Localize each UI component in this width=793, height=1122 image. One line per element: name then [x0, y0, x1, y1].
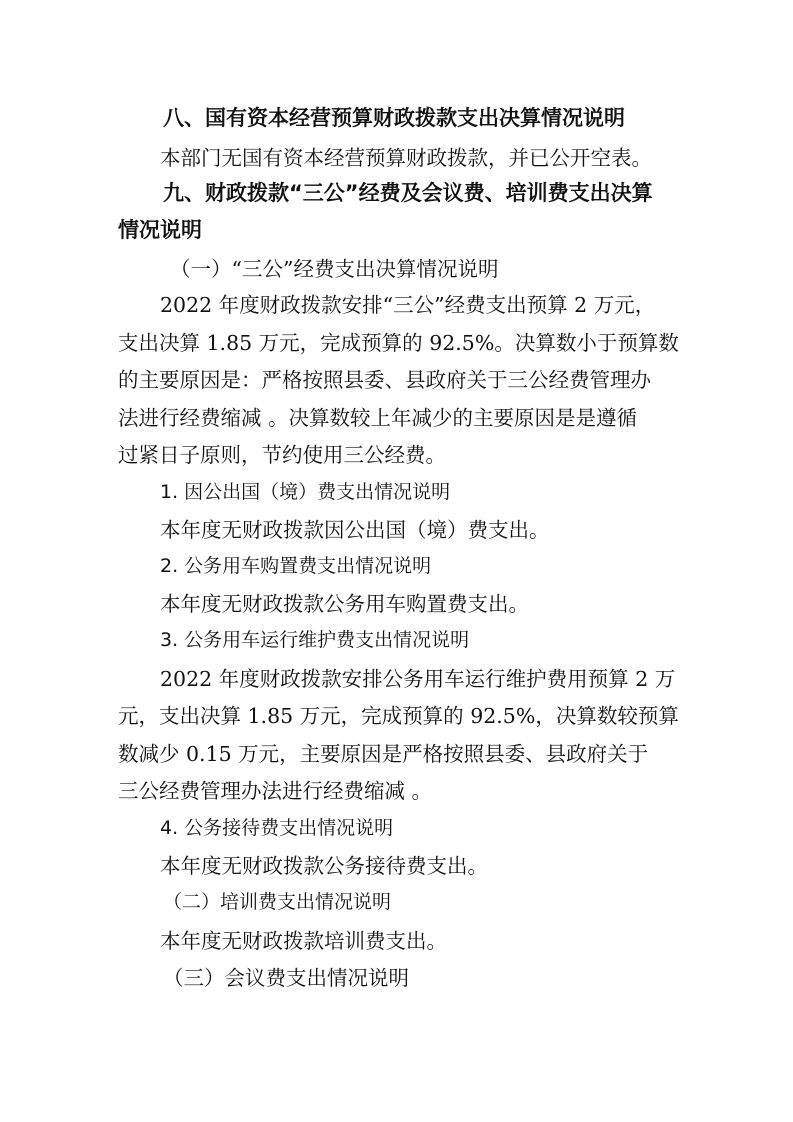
subsection-3-heading: （三）会议费支出情况说明 [163, 966, 409, 990]
paragraph-line: 2022 年度财政拨款安排公务用车运行维护费用预算 2 万 [160, 667, 676, 691]
section-9-heading: 九、财政拨款“三公”经费及会议费、培训费支出决算 [163, 181, 653, 205]
paragraph-line: 数减少 0.15 万元，主要原因是严格按照县委、县政府关于 [118, 742, 649, 766]
paragraph-line: 支出决算 1.85 万元，完成预算的 92.5%。决算数小于预算数 [118, 331, 679, 355]
paragraph-line: 本年度无财政拨款因公出国（境）费支出。 [160, 518, 550, 542]
paragraph-line: 过紧日子原则，节约使用三公经费。 [118, 443, 446, 467]
paragraph-line: 2022 年度财政拨款安排“三公”经费支出预算 2 万元， [160, 293, 656, 317]
item-1-heading: 1. 因公出国（境）费支出情况说明 [160, 481, 451, 503]
paragraph-line: 三公经费管理办法进行经费缩减 。 [118, 779, 433, 803]
paragraph-line: 本年度无财政拨款公务用车购置费支出。 [160, 592, 529, 616]
paragraph-line: 本部门无国有资本经营预算财政拨款，并已公开空表。 [160, 146, 652, 170]
paragraph-line: 法进行经费缩减 。决算数较上年减少的主要原因是是遵循 [118, 406, 638, 430]
subsection-1-heading: （一）“三公”经费支出决算情况说明 [170, 257, 499, 281]
item-2-heading: 2. 公务用车购置费支出情况说明 [160, 555, 432, 577]
paragraph-line: 本年度无财政拨款培训费支出。 [160, 929, 447, 953]
paragraph-line: 元，支出决算 1.85 万元，完成预算的 92.5%，决算数较预算 [118, 704, 679, 728]
paragraph-line: 本年度无财政拨款公务接待费支出。 [160, 854, 488, 878]
section-8-heading: 八、国有资本经营预算财政拨款支出决算情况说明 [163, 106, 625, 130]
subsection-2-heading: （二）培训费支出情况说明 [163, 891, 392, 913]
section-9-heading-continued: 情况说明 [118, 218, 202, 242]
item-3-heading: 3. 公务用车运行维护费支出情况说明 [160, 629, 470, 651]
paragraph-line: 的主要原因是：严格按照县委、县政府关于三公经费管理办 [118, 368, 651, 392]
item-4-heading: 4. 公务接待费支出情况说明 [160, 817, 394, 839]
